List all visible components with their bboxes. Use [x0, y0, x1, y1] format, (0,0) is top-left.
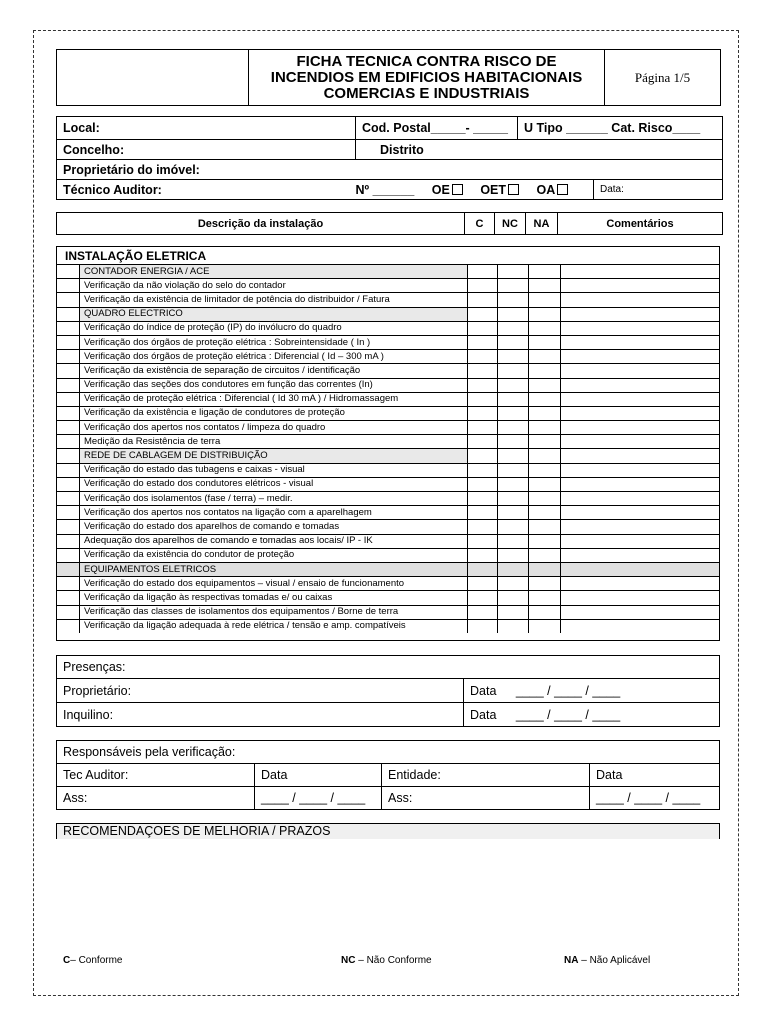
checklist-row	[57, 548, 719, 562]
proprietario-presenca-field[interactable]: Proprietário:	[57, 679, 464, 703]
header-table	[56, 49, 721, 106]
row-margin-cell	[57, 463, 80, 477]
recomendacoes-header	[56, 823, 720, 839]
row-nc-cell[interactable]	[498, 591, 529, 605]
row-na-cell[interactable]	[529, 279, 561, 293]
col-nc: NC	[495, 213, 526, 235]
row-comment-cell[interactable]	[561, 605, 720, 619]
legend-c	[63, 955, 122, 966]
logo-cell	[57, 50, 249, 106]
title-line-2: INCENDIOS EM EDIFICIOS HABITACIONAIS	[270, 68, 583, 86]
row-margin-cell	[57, 293, 80, 307]
row-na-cell[interactable]	[529, 477, 561, 491]
data-field[interactable]: Data:	[594, 180, 723, 200]
row-margin-cell	[57, 406, 80, 420]
row-c-cell[interactable]	[468, 463, 498, 477]
checklist-row	[57, 378, 719, 392]
row-na-cell[interactable]	[529, 619, 561, 633]
row-description: Verificação do estado dos condutores elétricos - visual	[80, 477, 468, 491]
row-comment-cell[interactable]	[561, 307, 720, 321]
info-table	[56, 116, 723, 200]
row-nc-cell[interactable]	[498, 435, 529, 449]
postal-code-field[interactable]: Cod. Postal_____- _____	[356, 117, 518, 140]
row-margin-cell	[57, 421, 80, 435]
row-margin-cell	[57, 548, 80, 562]
recomendacoes-area[interactable]	[56, 838, 720, 958]
data-label: Data	[470, 707, 497, 722]
row-na-cell[interactable]	[529, 506, 561, 520]
row-description: Verificação da existência de limitador de potência do distribuidor / Fatura	[80, 293, 468, 307]
row-nc-cell[interactable]	[498, 520, 529, 534]
row-margin-cell	[57, 520, 80, 534]
checklist-row	[57, 463, 719, 477]
row-margin-cell	[57, 335, 80, 349]
row-c-cell[interactable]	[468, 520, 498, 534]
row-comment-cell[interactable]	[561, 435, 720, 449]
row-c-cell[interactable]	[468, 265, 498, 279]
distrito-field[interactable]: Distrito	[356, 140, 723, 160]
row-nc-cell[interactable]	[498, 350, 529, 364]
checklist-row	[57, 605, 719, 619]
row-margin-cell	[57, 591, 80, 605]
row-comment-cell[interactable]	[561, 279, 720, 293]
row-margin-cell	[57, 378, 80, 392]
row-na-cell[interactable]	[529, 562, 561, 576]
row-c-cell[interactable]	[468, 335, 498, 349]
row-description: Verificação dos órgãos de proteção elétrica : Sobreintensidade ( In )	[80, 335, 468, 349]
row-margin-cell	[57, 449, 80, 463]
row-nc-cell[interactable]	[498, 619, 529, 633]
row-na-cell[interactable]	[529, 307, 561, 321]
legend-c-key: C	[63, 955, 71, 966]
checklist-row	[57, 534, 719, 548]
row-c-cell[interactable]	[468, 378, 498, 392]
inquilino-data[interactable]	[464, 703, 720, 727]
oe-label: OE	[431, 182, 450, 197]
row-nc-cell[interactable]	[498, 548, 529, 562]
row-na-cell[interactable]	[529, 392, 561, 406]
col-na: NA	[526, 213, 558, 235]
row-description: Verificação da ligação adequada à rede elétrica / tensão e amp. compatíveis	[80, 619, 468, 633]
row-comment-cell[interactable]	[561, 293, 720, 307]
legend-nc-text: – Não Conforme	[355, 955, 432, 966]
row-description: CONTADOR ENERGIA / ACE	[80, 265, 468, 279]
oa-label: OA	[536, 182, 556, 197]
oet-label: OET	[480, 182, 507, 197]
checklist-subsection-row	[57, 307, 719, 321]
checklist-row	[57, 392, 719, 406]
row-comment-cell[interactable]	[561, 335, 720, 349]
checklist-subsection-row	[57, 562, 719, 576]
local-field[interactable]: Local:	[57, 117, 356, 140]
legend-na	[564, 955, 650, 966]
proprietario-data[interactable]	[464, 679, 720, 703]
row-nc-cell[interactable]	[498, 534, 529, 548]
row-na-cell[interactable]	[529, 321, 561, 335]
row-description: Verificação de proteção elétrica : Diferencial ( Id 30 mA ) / Hidromassagem	[80, 392, 468, 406]
entidade-field[interactable]: Entidade:	[382, 764, 590, 787]
row-description: Verificação das seções dos condutores em função das correntes (In)	[80, 378, 468, 392]
legend-nc	[341, 955, 432, 966]
row-description: Adequação dos aparelhos de comando e tomadas aos locais/ IP - IK	[80, 534, 468, 548]
row-na-cell[interactable]	[529, 378, 561, 392]
row-c-cell[interactable]	[468, 435, 498, 449]
tec-date-blank[interactable]: ____ / ____ / ____	[255, 787, 382, 810]
row-c-cell[interactable]	[468, 449, 498, 463]
section-title: INSTALAÇÃO ELETRICA	[57, 247, 719, 265]
row-na-cell[interactable]	[529, 421, 561, 435]
checklist-row	[57, 506, 719, 520]
row-comment-cell[interactable]	[561, 421, 720, 435]
row-nc-cell[interactable]	[498, 605, 529, 619]
row-c-cell[interactable]	[468, 562, 498, 576]
row-nc-cell[interactable]	[498, 378, 529, 392]
row-comment-cell[interactable]	[561, 321, 720, 335]
row-comment-cell[interactable]	[561, 577, 720, 591]
checklist-row	[57, 279, 719, 293]
row-comment-cell[interactable]	[561, 364, 720, 378]
row-comment-cell[interactable]	[561, 548, 720, 562]
row-description: Verificação da existência e ligação de condutores de proteção	[80, 406, 468, 420]
row-c-cell[interactable]	[468, 307, 498, 321]
concelho-field[interactable]: Concelho:	[57, 140, 356, 160]
row-margin-cell	[57, 605, 80, 619]
row-margin-cell	[57, 577, 80, 591]
row-na-cell[interactable]	[529, 591, 561, 605]
row-nc-cell[interactable]	[498, 492, 529, 506]
row-margin-cell	[57, 506, 80, 520]
form-title	[249, 50, 605, 106]
checklist-row	[57, 406, 719, 420]
row-na-cell[interactable]	[529, 293, 561, 307]
row-nc-cell[interactable]	[498, 321, 529, 335]
column-header-table	[56, 212, 723, 235]
legend-na-key: NA	[564, 955, 579, 966]
legend-na-text: – Não Aplicável	[578, 955, 651, 966]
legend-nc-key: NC	[341, 955, 356, 966]
row-comment-cell[interactable]	[561, 350, 720, 364]
row-na-cell[interactable]	[529, 463, 561, 477]
row-nc-cell[interactable]	[498, 392, 529, 406]
ass-entidade-field[interactable]: Ass:	[382, 787, 590, 810]
row-c-cell[interactable]	[468, 392, 498, 406]
row-c-cell[interactable]	[468, 293, 498, 307]
row-na-cell[interactable]	[529, 364, 561, 378]
row-nc-cell[interactable]	[498, 477, 529, 491]
u-tipo-field[interactable]: U Tipo ______ Cat. Risco____	[518, 117, 723, 140]
row-description: Verificação do estado dos aparelhos de comando e tomadas	[80, 520, 468, 534]
responsaveis-table	[56, 740, 720, 810]
checklist-row	[57, 591, 719, 605]
row-comment-cell[interactable]	[561, 492, 720, 506]
row-c-cell[interactable]	[468, 421, 498, 435]
row-c-cell[interactable]	[468, 350, 498, 364]
row-comment-cell[interactable]	[561, 449, 720, 463]
row-c-cell[interactable]	[468, 321, 498, 335]
row-comment-cell[interactable]	[561, 477, 720, 491]
row-nc-cell[interactable]	[498, 307, 529, 321]
date-blank: ____ / ____ / ____	[515, 683, 621, 698]
row-na-cell[interactable]	[529, 406, 561, 420]
checklist-table	[57, 247, 719, 633]
row-description: Verificação das classes de isolamentos dos equipamentos / Borne de terra	[80, 605, 468, 619]
tecnico-field[interactable]: Técnico Auditor:	[57, 180, 356, 200]
row-c-cell[interactable]	[468, 605, 498, 619]
row-comment-cell[interactable]	[561, 534, 720, 548]
row-comment-cell[interactable]	[561, 619, 720, 633]
tec-auditor-field[interactable]: Tec Auditor:	[57, 764, 255, 787]
row-nc-cell[interactable]	[498, 265, 529, 279]
row-na-cell[interactable]	[529, 577, 561, 591]
proprietario-field[interactable]: Proprietário do imóvel:	[57, 160, 723, 180]
row-comment-cell[interactable]	[561, 562, 720, 576]
checklist-row	[57, 364, 719, 378]
row-description: Verificação dos apertos nos contatos / limpeza do quadro	[80, 421, 468, 435]
row-margin-cell	[57, 392, 80, 406]
checklist-row	[57, 477, 719, 491]
row-nc-cell[interactable]	[498, 562, 529, 576]
row-description: Verificação da existência de separação de circuitos / identificação	[80, 364, 468, 378]
row-description: QUADRO ELECTRICO	[80, 307, 468, 321]
row-nc-cell[interactable]	[498, 293, 529, 307]
row-margin-cell	[57, 534, 80, 548]
row-na-cell[interactable]	[529, 335, 561, 349]
checklist-row	[57, 293, 719, 307]
row-nc-cell[interactable]	[498, 335, 529, 349]
row-c-cell[interactable]	[468, 506, 498, 520]
checklist-row	[57, 435, 719, 449]
row-na-cell[interactable]	[529, 265, 561, 279]
checklist-section	[56, 246, 720, 641]
data-label: Data	[470, 683, 497, 698]
title-line-1: FICHA TECNICA CONTRA RISCO DE	[296, 52, 557, 70]
row-nc-cell[interactable]	[498, 577, 529, 591]
presencas-table	[56, 655, 720, 727]
entidade-data-label: Data	[590, 764, 720, 787]
row-na-cell[interactable]	[529, 605, 561, 619]
checklist-row	[57, 350, 719, 364]
oe-checkbox[interactable]	[452, 184, 463, 195]
row-c-cell[interactable]	[468, 279, 498, 293]
row-description: Verificação do estado das tubagens e caixas - visual	[80, 463, 468, 477]
row-margin-cell	[57, 435, 80, 449]
row-description: Verificação da não violação do selo do contador	[80, 279, 468, 293]
row-comment-cell[interactable]	[561, 378, 720, 392]
row-description: Verificação da ligação às respectivas tomadas e/ ou caixas	[80, 591, 468, 605]
row-description: Verificação da existência do condutor de proteção	[80, 548, 468, 562]
row-margin-cell	[57, 492, 80, 506]
row-c-cell[interactable]	[468, 406, 498, 420]
row-c-cell[interactable]	[468, 577, 498, 591]
row-margin-cell	[57, 364, 80, 378]
row-na-cell[interactable]	[529, 520, 561, 534]
inquilino-field[interactable]: Inquilino:	[57, 703, 464, 727]
row-description: Verificação do estado dos equipamentos – visual / ensaio de funcionamento	[80, 577, 468, 591]
row-description: EQUIPAMENTOS ELETRICOS	[80, 562, 468, 576]
row-margin-cell	[57, 265, 80, 279]
row-nc-cell[interactable]	[498, 406, 529, 420]
checklist-row	[57, 421, 719, 435]
checklist-row	[57, 492, 719, 506]
legend-c-text: – Conforme	[70, 955, 123, 966]
checklist-row	[57, 520, 719, 534]
oa-checkbox[interactable]	[557, 184, 568, 195]
row-c-cell[interactable]	[468, 364, 498, 378]
row-comment-cell[interactable]	[561, 591, 720, 605]
row-nc-cell[interactable]	[498, 279, 529, 293]
row-description: Verificação dos isolamentos (fase / terra) – medir.	[80, 492, 468, 506]
checklist-subsection-row	[57, 449, 719, 463]
row-margin-cell	[57, 321, 80, 335]
oet-checkbox[interactable]	[508, 184, 519, 195]
ass-tec-field[interactable]: Ass:	[57, 787, 255, 810]
row-margin-cell	[57, 477, 80, 491]
presencas-title: Presenças:	[57, 656, 720, 679]
row-na-cell[interactable]	[529, 492, 561, 506]
col-descricao: Descrição da instalação	[57, 213, 465, 235]
row-margin-cell	[57, 350, 80, 364]
recomendacoes-title: RECOMENDAÇOES DE MELHORIA / PRAZOS	[63, 824, 331, 838]
row-nc-cell[interactable]	[498, 506, 529, 520]
row-comment-cell[interactable]	[561, 463, 720, 477]
row-c-cell[interactable]	[468, 591, 498, 605]
row-nc-cell[interactable]	[498, 449, 529, 463]
row-comment-cell[interactable]	[561, 406, 720, 420]
tecnico-options	[356, 180, 594, 200]
row-c-cell[interactable]	[468, 619, 498, 633]
row-margin-cell	[57, 279, 80, 293]
checklist-row	[57, 321, 719, 335]
responsaveis-title: Responsáveis pela verificação:	[57, 741, 720, 764]
checklist-subsection-row	[57, 265, 719, 279]
checklist-row	[57, 335, 719, 349]
row-nc-cell[interactable]	[498, 463, 529, 477]
checklist-row	[57, 619, 719, 633]
row-comment-cell[interactable]	[561, 506, 720, 520]
page-number: Página 1/5	[605, 50, 721, 106]
col-comentarios: Comentários	[558, 213, 723, 235]
row-margin-cell	[57, 562, 80, 576]
row-comment-cell[interactable]	[561, 520, 720, 534]
date-blank: ____ / ____ / ____	[515, 707, 621, 722]
numero-field[interactable]: Nº ______	[355, 182, 415, 197]
row-na-cell[interactable]	[529, 534, 561, 548]
row-na-cell[interactable]	[529, 435, 561, 449]
row-nc-cell[interactable]	[498, 421, 529, 435]
row-margin-cell	[57, 619, 80, 633]
row-comment-cell[interactable]	[561, 265, 720, 279]
entidade-date-blank[interactable]: ____ / ____ / ____	[590, 787, 720, 810]
row-description: Medição da Resistência de terra	[80, 435, 468, 449]
row-na-cell[interactable]	[529, 449, 561, 463]
row-description: Verificação dos órgãos de proteção elétrica : Diferencial ( Id – 300 mA )	[80, 350, 468, 364]
row-margin-cell	[57, 307, 80, 321]
checklist-row	[57, 577, 719, 591]
title-line-3: COMERCIAS E INDUSTRIAIS	[323, 84, 530, 102]
row-description: REDE DE CABLAGEM DE DISTRIBUIÇÃO	[80, 449, 468, 463]
row-description: Verificação dos apertos nos contatos na ligação com a aparelhagem	[80, 506, 468, 520]
row-c-cell[interactable]	[468, 534, 498, 548]
row-c-cell[interactable]	[468, 548, 498, 562]
row-comment-cell[interactable]	[561, 392, 720, 406]
row-na-cell[interactable]	[529, 548, 561, 562]
row-description: Verificação do índice de proteção (IP) do invólucro do quadro	[80, 321, 468, 335]
row-nc-cell[interactable]	[498, 364, 529, 378]
row-na-cell[interactable]	[529, 350, 561, 364]
tec-data-label: Data	[255, 764, 382, 787]
col-c: C	[465, 213, 495, 235]
row-c-cell[interactable]	[468, 477, 498, 491]
row-c-cell[interactable]	[468, 492, 498, 506]
